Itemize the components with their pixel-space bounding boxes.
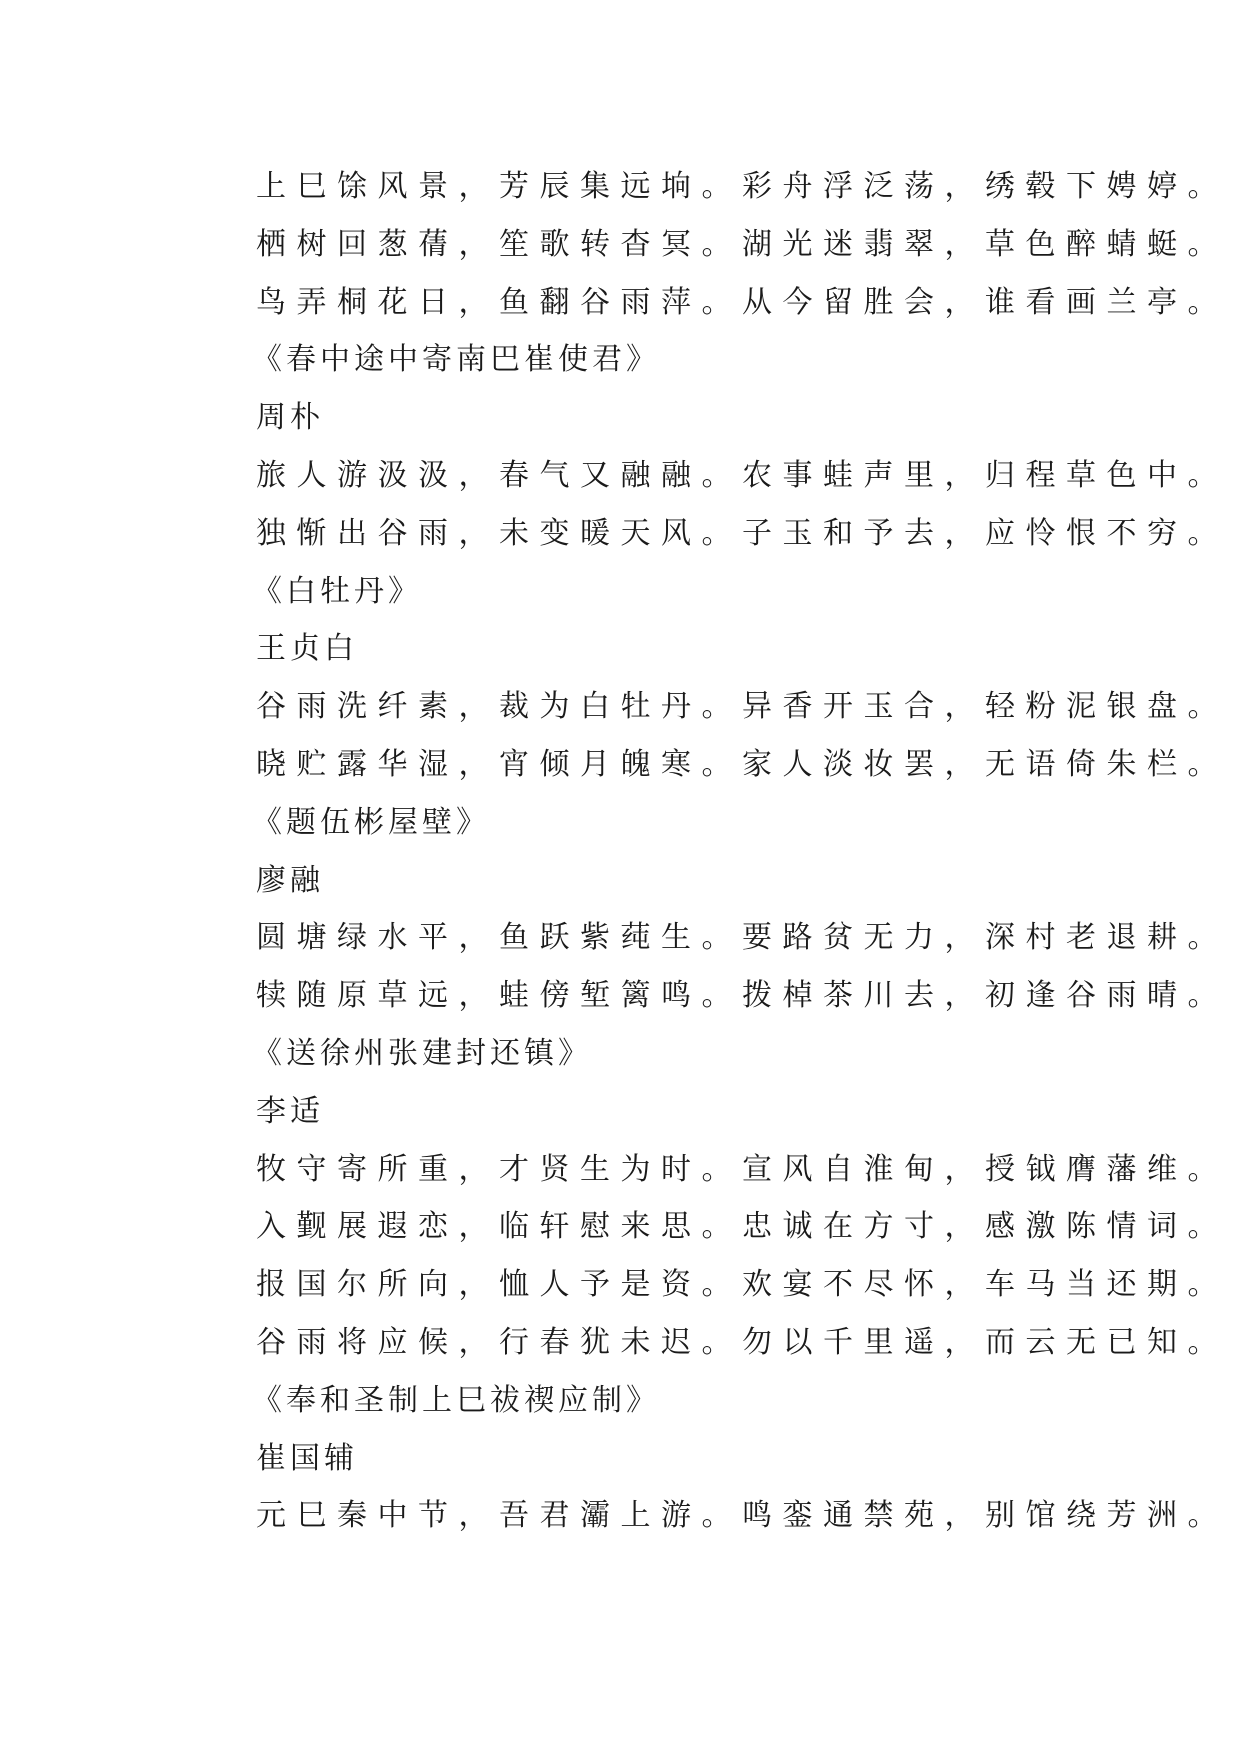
poem-author: 王贞白 bbox=[256, 631, 358, 667]
document-page bbox=[252, 158, 1228, 1545]
poem-title: 《奉和圣制上巳祓禊应制》 bbox=[252, 1382, 660, 1418]
poem-line: 独惭出谷雨，未变暖天风。子玉和予去，应怜恨不穷。 bbox=[256, 515, 1228, 551]
poem-title: 《春中途中寄南巴崔使君》 bbox=[252, 342, 660, 378]
poem-author: 李适 bbox=[256, 1093, 324, 1129]
poem-line: 入觐展遐恋，临轩慰来思。忠诚在方寸，感激陈情词。 bbox=[256, 1209, 1228, 1245]
poem-line: 元巳秦中节，吾君灞上游。鸣銮通禁苑，别馆绕芳洲。 bbox=[256, 1498, 1228, 1534]
poem-line: 圆塘绿水平，鱼跃紫莼生。要路贫无力，深村老退耕。 bbox=[256, 920, 1228, 956]
poem-line: 栖树回葱蒨，笙歌转杳冥。湖光迷翡翠，草色醉蜻蜓。 bbox=[256, 226, 1228, 262]
poem-title: 《白牡丹》 bbox=[252, 573, 422, 609]
poem-title: 《送徐州张建封还镇》 bbox=[252, 1035, 592, 1071]
poem-author: 崔国辅 bbox=[256, 1440, 358, 1476]
poem-line: 牧守寄所重，才贤生为时。宣风自淮甸，授钺膺藩维。 bbox=[256, 1151, 1228, 1187]
poem-line: 晓贮露华湿，宵倾月魄寒。家人淡妆罢，无语倚朱栏。 bbox=[256, 746, 1228, 782]
poem-author: 廖融 bbox=[256, 862, 324, 898]
poem-title: 《题伍彬屋壁》 bbox=[252, 804, 490, 840]
poem-line: 上巳馀风景，芳辰集远垧。彩舟浮泛荡，绣毂下娉婷。 bbox=[256, 169, 1228, 204]
poem-line: 报国尔所向，恤人予是资。欢宴不尽怀，车马当还期。 bbox=[256, 1267, 1228, 1303]
poem-line: 鸟弄桐花日，鱼翻谷雨萍。从今留胜会，谁看画兰亭。 bbox=[256, 284, 1228, 320]
poem-line: 犊随原草远，蛙傍堑篱鸣。拨棹茶川去，初逢谷雨晴。 bbox=[256, 978, 1228, 1014]
poem-line: 谷雨洗纤素，裁为白牡丹。异香开玉合，轻粉泥银盘。 bbox=[256, 689, 1228, 725]
poem-line: 谷雨将应候，行春犹未迟。勿以千里遥，而云无已知。 bbox=[256, 1324, 1228, 1360]
poem-line: 旅人游汲汲，春气又融融。农事蛙声里，归程草色中。 bbox=[256, 457, 1228, 493]
poem-author: 周朴 bbox=[256, 400, 324, 436]
